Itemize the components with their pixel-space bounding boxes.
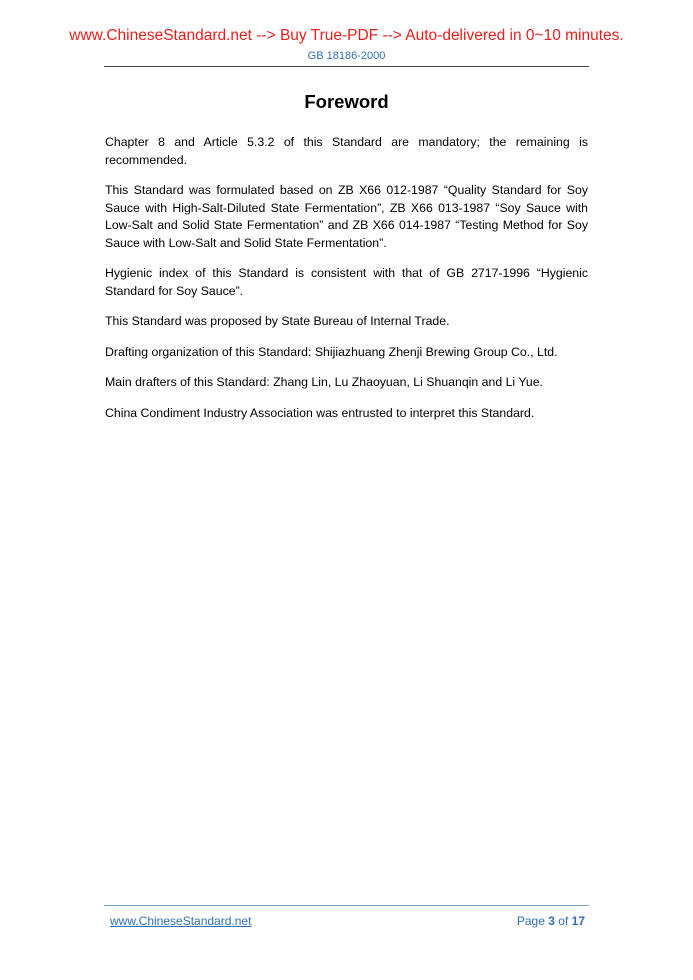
page-word: Page — [516, 914, 545, 928]
paragraph-main-drafters: Main drafters of this Standard: Zhang Lin, Lu Zhaoyuan, Li Shuanqin and Li Yue. — [105, 375, 543, 389]
header-divider — [104, 66, 589, 67]
promo-banner[interactable]: www.ChineseStandard.net --> Buy True-PDF --> Auto-delivered in 0~10 minutes. — [69, 27, 624, 44]
paragraph-drafting-organization: Drafting organization of this Standard: Shijiazhuang Zhenji Brewing Group Co., Ltd. — [105, 344, 558, 359]
page-of-word: of — [558, 914, 569, 928]
page-title: Foreword — [304, 91, 389, 112]
footer-website-link[interactable]: www.ChineseStandard.net — [110, 914, 252, 928]
paragraph-mandatory-clauses: Chapter 8 and Article 5.3.2 of this Standard are mandatory; the remaining is recommended. — [105, 135, 588, 167]
document-code: GB 18186-2000 — [307, 50, 386, 62]
paragraph-formulation-basis: This Standard was formulated based on ZB X66 012-1987 “Quality Standard for Soy Sauce with High-Salt-Diluted State Fermentation”, ZB X66 013-1987 “Soy Sauce with Low-Salt and Solid State Fermentation” and ZB X66 014-1987 “Testing Method for Soy Sauce with Low-Salt and Solid State Fermentation”. — [105, 183, 588, 250]
paragraph-interpretation: China Condiment Industry Association was entrusted to interpret this Standard. — [105, 405, 535, 420]
page-number — [517, 914, 585, 928]
paragraph-proposer: This Standard was proposed by State Bureau of Internal Trade. — [105, 314, 450, 328]
page-current: 3 — [548, 914, 555, 928]
footer-divider — [104, 905, 589, 906]
page-total: 17 — [571, 914, 585, 928]
foreword-body — [105, 134, 588, 435]
paragraph-hygienic-index: Hygienic index of this Standard is consistent with that of GB 2717-1996 “Hygienic Standard for Soy Sauce”. — [105, 266, 588, 298]
